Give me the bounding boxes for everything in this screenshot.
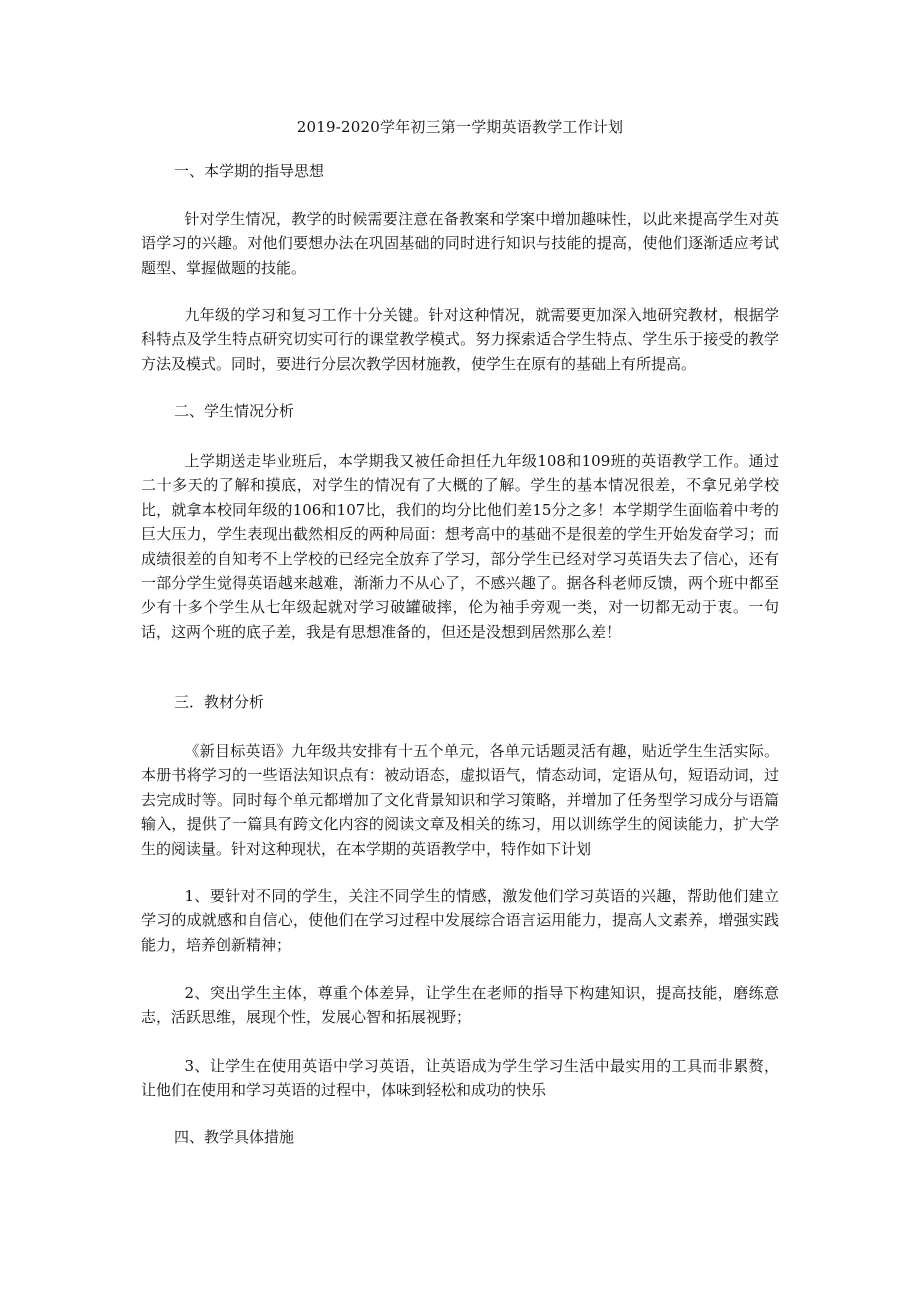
plan-item-3: 3、让学生在使用英语中学习英语，让英语成为学生学习生活中最实用的工具而非累赘，让他们在使用和学习英语的过程中，体味到轻松和成功的快乐 [141, 1057, 779, 1100]
paragraph-textbook: 《新目标英语》九年级共安排有十五个单元，各单元话题灵活有趣，贴近学生生活实际。本册书将学习的一些语法知识点有：被动语态，虚拟语气，情态动词，定语从句，短语动词，过去完成时等。同时每个单元都增加了文化背景知识和学习策略，并增加了任务型学习成分与语篇输入，提供了一篇具有跨文化内容的阅读文章及相关的练习，用以训练学生的阅读能力，扩大学生的阅读量。针对这种现状，在本学期的英语教学中，特作如下计划 [141, 742, 779, 858]
section-heading-guiding-thought: 一、本学期的指导思想 [174, 162, 325, 180]
plan-item-2: 2、突出学生主体，尊重个体差异，让学生在老师的指导下构建知识，提高技能，磨练意志，活跃思维，展现个性，发展心智和拓展视野； [141, 984, 779, 1027]
paragraph-grade-nine-key: 九年级的学习和复习工作十分关键。针对这种情况，就需要更加深入地研究教材，根据学科特点及学生特点研究切实可行的课堂教学模式。努力探索适合学生特点、学生乐于接受的教学方法及模式。同时，要进行分层次教学因材施教，使学生在原有的基础上有所提高。 [141, 306, 779, 373]
paragraph-interest: 针对学生情况，教学的时候需要注意在备教案和学案中增加趣味性，以此来提高学生对英语学习的兴趣。对他们要想办法在巩固基础的同时进行知识与技能的提高，使他们逐渐适应考试题型、掌握做题的技能。 [141, 210, 779, 277]
paragraph-student-situation: 上学期送走毕业班后，本学期我又被任命担任九年级108和109班的英语教学工作。通过二十多天的了解和摸底，对学生的情况有了大概的了解。学生的基本情况很差，不拿兄弟学校比，就拿本校同年级的106和107比，我们的均分比他们差15分之多！本学期学生面临着中考的巨大压力，学生表现出截然相反的两种局面：想考高中的基础不是很差的学生开始发奋学习；而成绩很差的自知考不上学校的已经完全放弃了学习，部分学生已经对学习英语失去了信心，还有一部分学生觉得英语越来越难，渐渐力不从心了，不感兴趣了。据各科老师反馈，两个班中都至少有十多个学生从七年级起就对学习破罐破摔，伦为袖手旁观一类，对一切都无动于衷。一句话，这两个班的底子差，我是有思想准备的，但还是没想到居然那么差！ [141, 452, 779, 641]
section-heading-student-analysis: 二、学生情况分析 [174, 402, 295, 420]
section-heading-teaching-measures: 四、教学具体措施 [174, 1128, 295, 1146]
section-heading-textbook-analysis: 三．教材分析 [174, 693, 265, 711]
plan-item-1: 1、要针对不同的学生，关注不同学生的情感，激发他们学习英语的兴趣，帮助他们建立学习的成就感和自信心，使他们在学习过程中发展综合语言运用能力，提高人文素养，增强实践能力，培养创新精神； [141, 887, 779, 954]
document-title: 2019-2020学年初三第一学期英语教学工作计划 [296, 118, 624, 136]
